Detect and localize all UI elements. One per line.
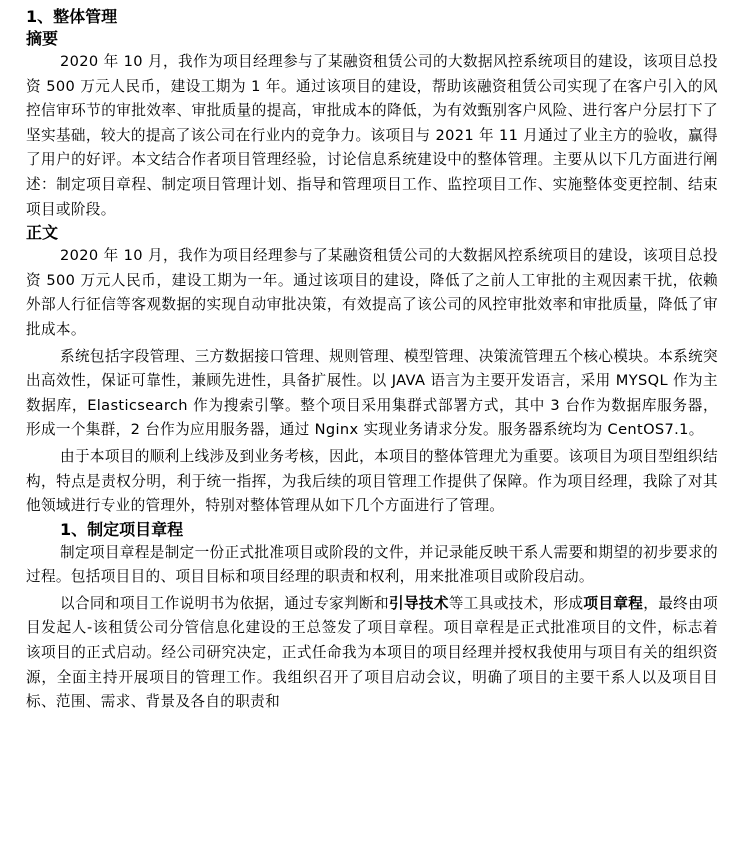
subsection-heading: 1、制定项目章程 (60, 519, 184, 539)
section-heading: 1、整体管理 (26, 7, 118, 26)
subsection-paragraph-2 (26, 592, 718, 715)
subsection-paragraph-1: 制定项目章程是制定一份正式批准项目或阶段的文件，并记录能反映干系人需要和期望的初步要求的过程。包括项目目的、项目目标和项目经理的职责和权利，用来批准项目或阶段启动。 (26, 543, 718, 586)
body-paragraph-1: 2020 年 10 月，我作为项目经理参与了某融资租赁公司的大数据风控系统项目的建设，该项目总投资 500 万元人民币，建设工期为一年。通过该项目的建设，降低了之前人工审批的主观因素干扰，依赖外部人行征信等客观数据的实现自动审批决策，有效提高了该公司的风控审批效率和审批质量，降低了审批成本。 (26, 247, 718, 338)
bold-term-facilitation: 引导技术 (389, 594, 449, 612)
abstract-heading: 摘要 (26, 29, 59, 48)
body-heading: 正文 (26, 223, 59, 243)
bold-term-charter: 项目章程 (583, 594, 644, 612)
body-paragraph-2: 系统包括字段管理、三方数据接口管理、规则管理、模型管理、决策流管理五个核心模块。本系统突出高效性，保证可靠性，兼顾先进性，具备扩展性。以 JAVA 语言为主要开发语言，采用 MYSQL 作为主数据库，Elasticsearch 作为搜索引擎。整个项目采用集群式部署方式，其中 3 台作为数据库服务器，形成一个集群，2 台作为应用服务器，通过 Nginx 实现业务请求分发。服务器系统均为 CentOS7.1。 (26, 347, 718, 439)
document-page (26, 6, 718, 715)
paragraph-text: 以合同和项目工作说明书为依据，通过专家判断和 (60, 594, 389, 612)
paragraph-text: 等工具或技术，形成 (448, 594, 584, 612)
abstract-paragraph: 2020 年 10 月，我作为项目经理参与了某融资租赁公司的大数据风控系统项目的建设，该项目总投资 500 万元人民币，建设工期为 1 年。通过该项目的建设，帮助该融资租赁公司实现了在客户引入的风控信审环节的审批效率、审批质量的提高，审批成本的降低，为有效甄别客户风险、进行客户分层打下了坚实基础，较大的提高了该公司在行业内的竞争力。该项目与 2021 年 11 月通过了业主方的验收，赢得了用户的好评。本文结合作者项目管理经验，讨论信息系统建设中的整体管理。主要从以下几方面进行阐述：制定项目章程、制定项目管理计划、指导和管理项目工作、监控项目工作、实施整体变更控制、结束项目或阶段。 (26, 53, 718, 218)
body-paragraph-3: 由于本项目的顺利上线涉及到业务考核，因此，本项目的整体管理尤为重要。该项目为项目型组织结构，特点是责权分明，利于统一指挥，为我后续的项目管理工作提供了保障。作为项目经理，我除了对其他领域进行专业的管理外，特别对整体管理从如下几个方面进行了管理。 (26, 447, 718, 515)
paragraph-text: ，最终由项目发起人-该租赁公司分管信息化建设的王总签发了项目章程。项目章程是正式批准项目的文件，标志着该项目的正式启动。经公司研究决定，正式任命我为本项目的项目经理并授权我使用与项目有关的组织资源，全面主持开展项目的管理工作。我组织召开了项目启动会议，明确了项目的主要干系人以及项目目标、范围、需求、背景及各自的职责和 (26, 594, 719, 711)
